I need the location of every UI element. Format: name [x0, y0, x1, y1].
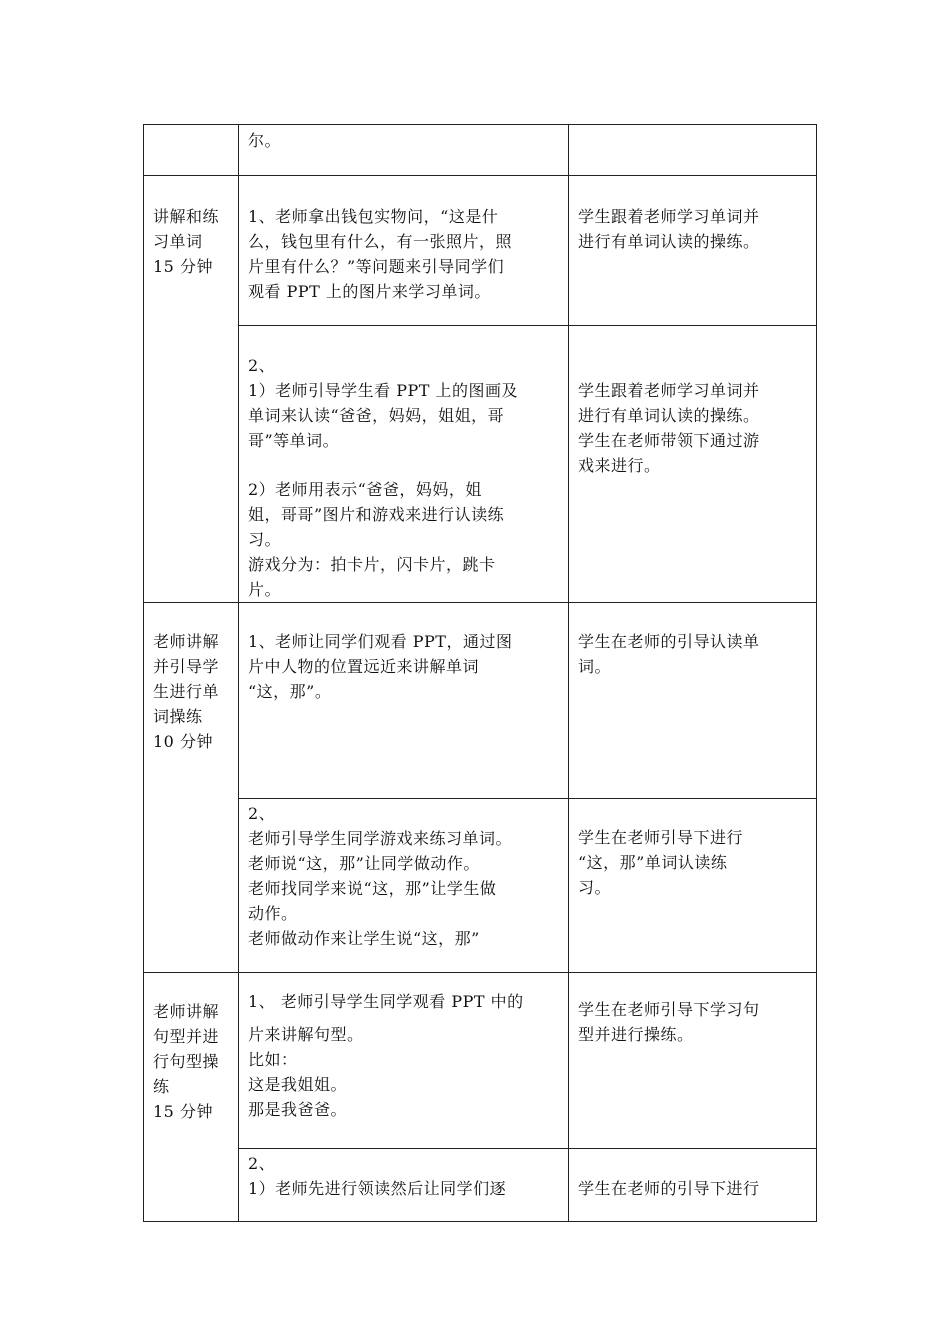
text-line: 学生跟着老师学习单词并 [578, 207, 760, 226]
text-line: 1、老师让同学们观看 PPT，通过图 [248, 632, 513, 651]
text-line: 习。 [578, 878, 612, 897]
text-line: 1、老师拿出钱包实物问，“这是什 [248, 207, 499, 226]
text-line: 词操练 [153, 707, 203, 726]
text-line: 2、 [248, 356, 276, 375]
text-line: 并引导学 [153, 657, 220, 676]
text-line: 进行有单词认读的操练。 [578, 232, 760, 251]
table-row [144, 973, 817, 1149]
teacher-activity-cell [239, 326, 569, 603]
teacher-activity-cell [239, 603, 569, 799]
text-line: 老师引导学生同学游戏来练习单词。 [248, 829, 513, 848]
text-line: 词。 [578, 657, 612, 676]
text-line: 2、 [248, 1154, 276, 1173]
text-line: 15 分钟 [153, 257, 213, 276]
text-line: 比如： [248, 1050, 298, 1069]
table-row [144, 1149, 817, 1222]
text-line: 老师讲解 [153, 632, 220, 651]
student-activity-cell [569, 603, 817, 799]
table-row [144, 326, 817, 603]
text-line: 片来讲解句型。 [248, 1025, 364, 1044]
teacher-activity-cell [239, 1149, 569, 1222]
stage-cell [144, 973, 239, 1222]
text-line: 老师做动作来让学生说“这，那” [248, 929, 480, 948]
text-line: 1）老师引导学生看 PPT 上的图画及 [248, 381, 519, 400]
stage-cell [144, 125, 239, 176]
text-line: 1）老师先进行领读然后让同学们逐 [248, 1179, 507, 1198]
text-line: 戏来进行。 [578, 456, 661, 475]
table-row [144, 176, 817, 326]
text-line: 10 分钟 [153, 732, 213, 751]
text-line: 学生在老师带领下通过游 [578, 431, 760, 450]
text-line: 姐，哥哥”图片和游戏来进行认读练 [248, 505, 505, 524]
teacher-activity-cell [239, 799, 569, 973]
text-line: 那是我爸爸。 [248, 1100, 348, 1119]
text-line: 练 [153, 1077, 170, 1096]
text-line: 2、 [248, 804, 276, 823]
paragraph-gap [248, 453, 559, 477]
text-line: 么，钱包里有什么，有一张照片，照 [248, 232, 513, 251]
text-line: 观看 PPT 上的图片来学习单词。 [248, 282, 491, 301]
student-activity-cell [569, 1149, 817, 1222]
table-row [144, 125, 817, 176]
text-line: 习单词 [153, 232, 203, 251]
text-line: 老师找同学来说“这，那”让学生做 [248, 879, 497, 898]
text-line: 习。 [248, 530, 282, 549]
text-line: 尔。 [248, 131, 282, 150]
text-line: 老师讲解 [153, 1002, 220, 1021]
text-line: 学生在老师的引导下进行 [578, 1179, 760, 1198]
teacher-activity-cell [239, 973, 569, 1149]
teacher-activity-cell [239, 125, 569, 176]
text-line: 哥”等单词。 [248, 431, 340, 450]
text-line: 1、 老师引导学生同学观看 PPT 中的 [248, 992, 524, 1011]
text-line: 这是我姐姐。 [248, 1075, 348, 1094]
text-line: 生进行单 [153, 682, 220, 701]
text-line: “这，那”。 [248, 682, 332, 701]
text-line: 进行有单词认读的操练。 [578, 406, 760, 425]
text-line: 片。 [248, 580, 282, 599]
lesson-plan-table [143, 124, 817, 1222]
table-row [144, 603, 817, 799]
text-line: 学生在老师引导下学习句 [578, 1000, 760, 1019]
text-line: 句型并进 [153, 1027, 220, 1046]
text-line: 片里有什么？”等问题来引导同学们 [248, 257, 505, 276]
text-line: 型并进行操练。 [578, 1025, 694, 1044]
text-line: 学生在老师引导下进行 [578, 828, 744, 847]
student-activity-cell [569, 973, 817, 1149]
text-line: “这，那”单词认读练 [578, 853, 728, 872]
stage-cell [144, 603, 239, 973]
text-line: 学生在老师的引导认读单 [578, 632, 760, 651]
table-row [144, 799, 817, 973]
stage-cell [144, 176, 239, 603]
text-line: 15 分钟 [153, 1102, 213, 1121]
text-line: 片中人物的位置远近来讲解单词 [248, 657, 480, 676]
student-activity-cell [569, 176, 817, 326]
text-line: 动作。 [248, 904, 298, 923]
text-line: 游戏分为：拍卡片，闪卡片，跳卡 [248, 555, 496, 574]
student-activity-cell [569, 125, 817, 176]
text-line: 老师说“这，那”让同学做动作。 [248, 854, 480, 873]
text-line: 行句型操 [153, 1052, 220, 1071]
text-line: 单词来认读“爸爸，妈妈，姐姐，哥 [248, 406, 505, 425]
student-activity-cell [569, 326, 817, 603]
text-line: 讲解和练 [153, 207, 220, 226]
text-line: 学生跟着老师学习单词并 [578, 381, 760, 400]
teacher-activity-cell [239, 176, 569, 326]
student-activity-cell [569, 799, 817, 973]
text-line: 2）老师用表示“爸爸，妈妈，姐 [248, 480, 482, 499]
